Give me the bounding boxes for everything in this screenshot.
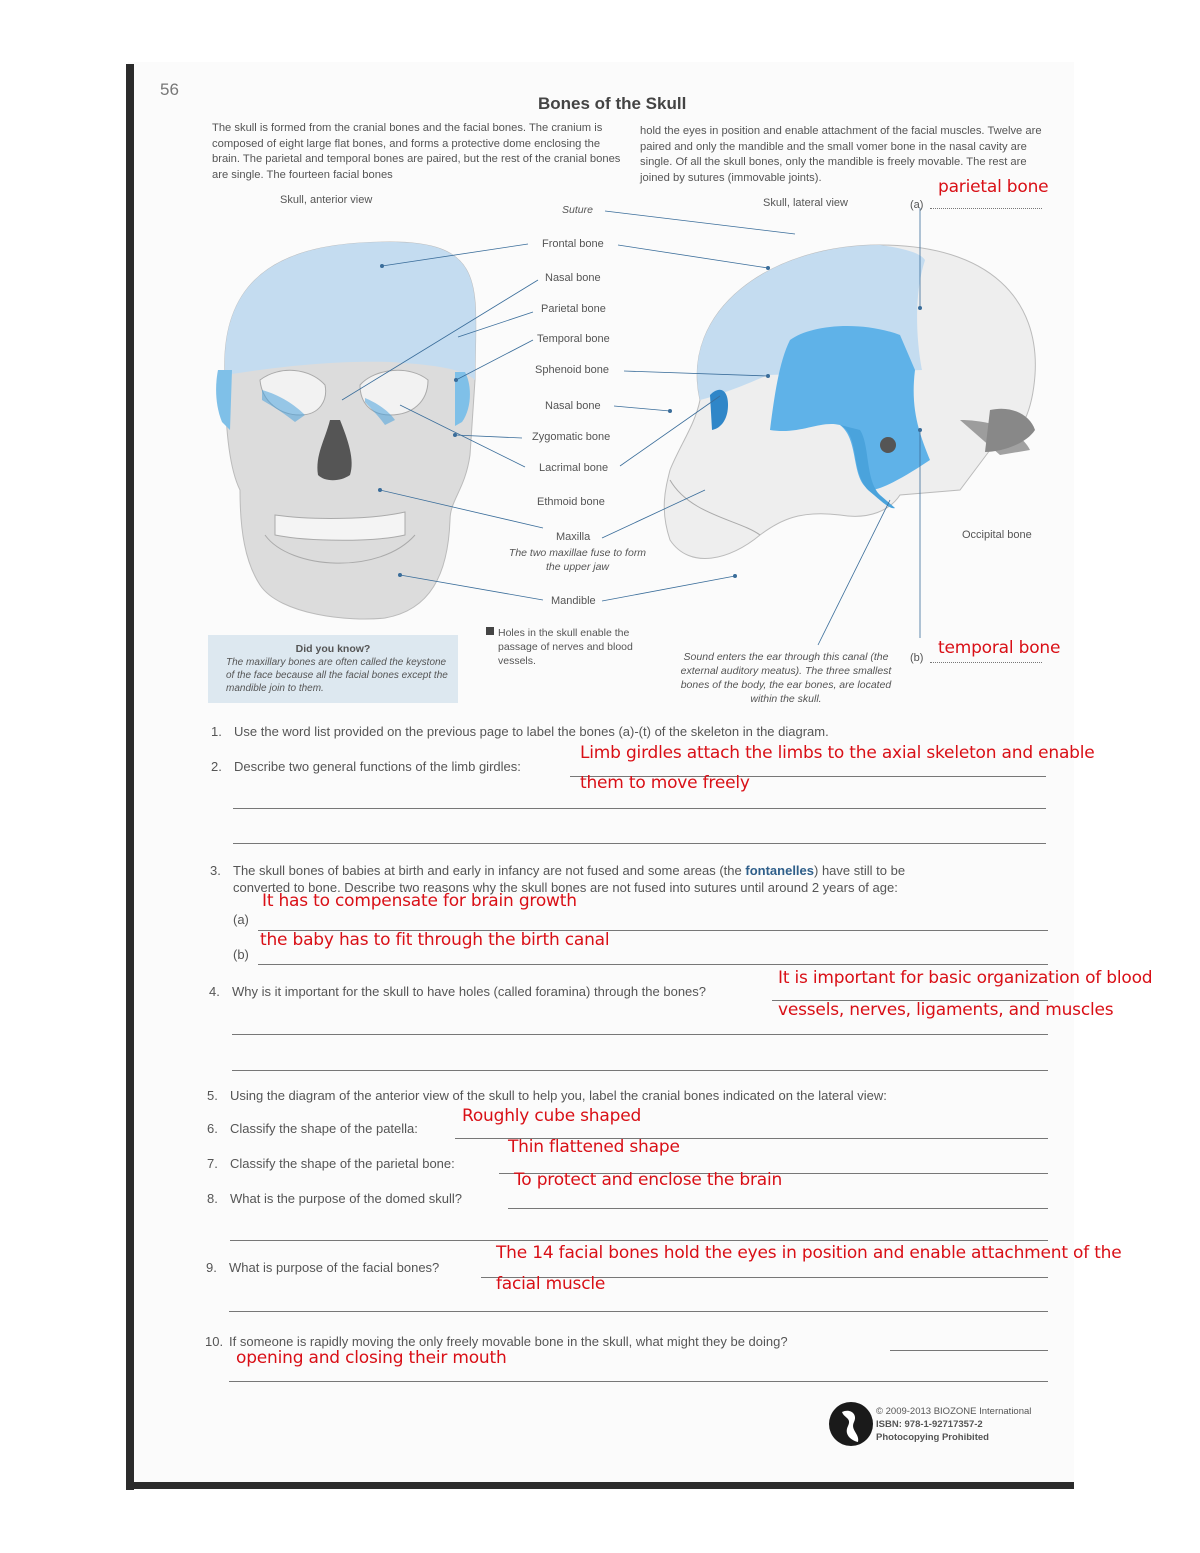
q10-number: 10. bbox=[205, 1334, 224, 1349]
label-maxilla: Maxilla bbox=[556, 531, 591, 543]
q2-line-3 bbox=[233, 843, 1046, 844]
page-number: 56 bbox=[160, 80, 179, 99]
did-you-know-box bbox=[208, 635, 458, 703]
ear-note: Sound enters the ear through this canal (the external auditory meatus). The three smallest bones of the body, the ear bones, are located within the skull. bbox=[680, 651, 892, 705]
intro-left: The skull is formed from the cranial bones and the facial bones. The cranium is composed of eight large flat bones, and forms a protective dome enclosing the brain. The parietal and temporal bones are paired, but the rest of the cranial bones are single. The fourteen facial bones bbox=[212, 122, 621, 181]
scan-edge-bottom bbox=[126, 1482, 1074, 1489]
label-nasal-bone-2: Nasal bone bbox=[545, 400, 601, 412]
q10-line-2 bbox=[229, 1381, 1048, 1382]
q5-text: Using the diagram of the anterior view of the skull to help you, label the cranial bones indicated on the lateral view: bbox=[230, 1088, 887, 1103]
q8-line-2 bbox=[230, 1240, 1048, 1241]
label-occipital-bone: Occipital bone bbox=[962, 529, 1032, 541]
q10-answer: opening and closing their mouth bbox=[236, 1348, 507, 1368]
q10-text: If someone is rapidly moving the only freely movable bone in the skull, what might they be doing? bbox=[229, 1334, 788, 1349]
label-ethmoid-bone: Ethmoid bone bbox=[537, 496, 605, 508]
q6-answer: Roughly cube shaped bbox=[462, 1106, 642, 1126]
q4-line-2 bbox=[232, 1034, 1048, 1035]
scan-edge-left bbox=[126, 64, 134, 1490]
label-anterior-view: Skull, anterior view bbox=[280, 194, 373, 206]
q5-number: 5. bbox=[207, 1088, 218, 1103]
q9-answer-line1: The 14 facial bones hold the eyes in position and enable attachment of the bbox=[496, 1243, 1122, 1263]
q4-line-3 bbox=[232, 1070, 1048, 1071]
q3-answer-b: the baby has to fit through the birth canal bbox=[260, 930, 610, 950]
q3-line-b bbox=[258, 964, 1048, 965]
q1-text: Use the word list provided on the previous page to label the bones (a)-(t) of the skeleton in the diagram. bbox=[234, 724, 829, 739]
q9-line-2 bbox=[229, 1311, 1048, 1312]
q3-answer-a: It has to compensate for brain growth bbox=[262, 891, 577, 911]
q2-text: Describe two general functions of the limb girdles: bbox=[234, 759, 521, 774]
q7-number: 7. bbox=[207, 1156, 218, 1171]
q2-answer-line2: them to move freely bbox=[580, 773, 750, 793]
label-lacrimal-bone: Lacrimal bone bbox=[539, 462, 609, 474]
label-zygomatic-bone: Zygomatic bone bbox=[532, 431, 611, 443]
q3-text-line2: converted to bone. Describe two reasons why the skull bones are not fused into sutures until around 2 years of age: bbox=[233, 880, 898, 895]
q9-number: 9. bbox=[206, 1260, 217, 1275]
q4-answer-line2: vessels, nerves, ligaments, and muscles bbox=[778, 1000, 1114, 1020]
label-frontal-bone: Frontal bone bbox=[542, 238, 604, 250]
q8-answer: To protect and enclose the brain bbox=[514, 1170, 783, 1190]
marker-b: (b) bbox=[910, 652, 924, 664]
q7-answer: Thin flattened shape bbox=[508, 1137, 680, 1157]
label-temporal-bone: Temporal bone bbox=[537, 333, 610, 345]
q4-number: 4. bbox=[209, 984, 220, 999]
label-suture: Suture bbox=[562, 204, 593, 216]
page-title: Bones of the Skull bbox=[538, 94, 687, 113]
did-you-know-text: The maxillary bones are often called the keystone of the face because all the facial bones except the mandible join to them. bbox=[226, 657, 448, 694]
q7-text: Classify the shape of the parietal bone: bbox=[230, 1156, 455, 1171]
q9-answer-line2: facial muscle bbox=[496, 1274, 606, 1294]
bullet-square-icon bbox=[486, 627, 494, 635]
q4-text: Why is it important for the skull to have holes (called foramina) through the bones? bbox=[232, 984, 707, 999]
biozone-logo-icon bbox=[828, 1400, 874, 1448]
lateral-skull bbox=[664, 245, 1035, 559]
footer-copyright: © 2009-2013 BIOZONE International bbox=[876, 1406, 1032, 1417]
footer-isbn: ISBN: 978-1-92717357-2 bbox=[876, 1419, 983, 1430]
answer-line-a bbox=[930, 208, 1042, 209]
q3-number: 3. bbox=[210, 863, 221, 878]
label-mandible: Mandible bbox=[551, 595, 596, 607]
q10-line-1 bbox=[890, 1350, 1048, 1351]
q1-number: 1. bbox=[211, 724, 222, 739]
maxilla-note: The two maxillae fuse to form the upper jaw bbox=[508, 547, 647, 573]
q8-number: 8. bbox=[207, 1191, 218, 1206]
label-nasal-bone-1: Nasal bone bbox=[545, 272, 601, 284]
q9-text: What is purpose of the facial bones? bbox=[229, 1260, 440, 1275]
marker-a: (a) bbox=[910, 199, 924, 211]
label-lateral-view: Skull, lateral view bbox=[763, 197, 848, 209]
q3-a-marker: (a) bbox=[233, 912, 249, 927]
holes-note: Holes in the skull enable the passage of nerves and blood vessels. bbox=[498, 627, 633, 667]
q2-line-2 bbox=[233, 808, 1046, 809]
label-parietal-bone: Parietal bone bbox=[541, 303, 606, 315]
q2-number: 2. bbox=[211, 759, 222, 774]
handwritten-answer-b: temporal bone bbox=[938, 638, 1061, 658]
label-sphenoid-bone: Sphenoid bone bbox=[535, 364, 610, 376]
did-you-know-title: Did you know? bbox=[295, 643, 371, 655]
q2-answer-line1: Limb girdles attach the limbs to the axial skeleton and enable bbox=[580, 743, 1095, 763]
q6-number: 6. bbox=[207, 1121, 218, 1136]
anterior-skull bbox=[216, 242, 476, 619]
q8-line-1 bbox=[508, 1208, 1048, 1209]
q3-text-line1: The skull bones of babies at birth and early in infancy are not fused and some areas (the fontanelles) have still to be bbox=[233, 863, 906, 878]
intro-right: hold the eyes in position and enable attachment of the facial muscles. Twelve are paired and only the mandible and the small vomer bone in the nasal cavity are single. Of all the skull bones, only the mandible is freely movable. The rest are joined by sutures (immovable joints). bbox=[640, 125, 1042, 184]
handwritten-answer-a: parietal bone bbox=[938, 177, 1049, 197]
answer-line-b bbox=[930, 662, 1042, 663]
footer-notice: Photocopying Prohibited bbox=[876, 1432, 989, 1443]
q3-b-marker: (b) bbox=[233, 947, 249, 962]
q8-text: What is the purpose of the domed skull? bbox=[230, 1191, 462, 1206]
q6-text: Classify the shape of the patella: bbox=[230, 1121, 418, 1136]
q4-answer-line1: It is important for basic organization of blood bbox=[778, 968, 1153, 988]
